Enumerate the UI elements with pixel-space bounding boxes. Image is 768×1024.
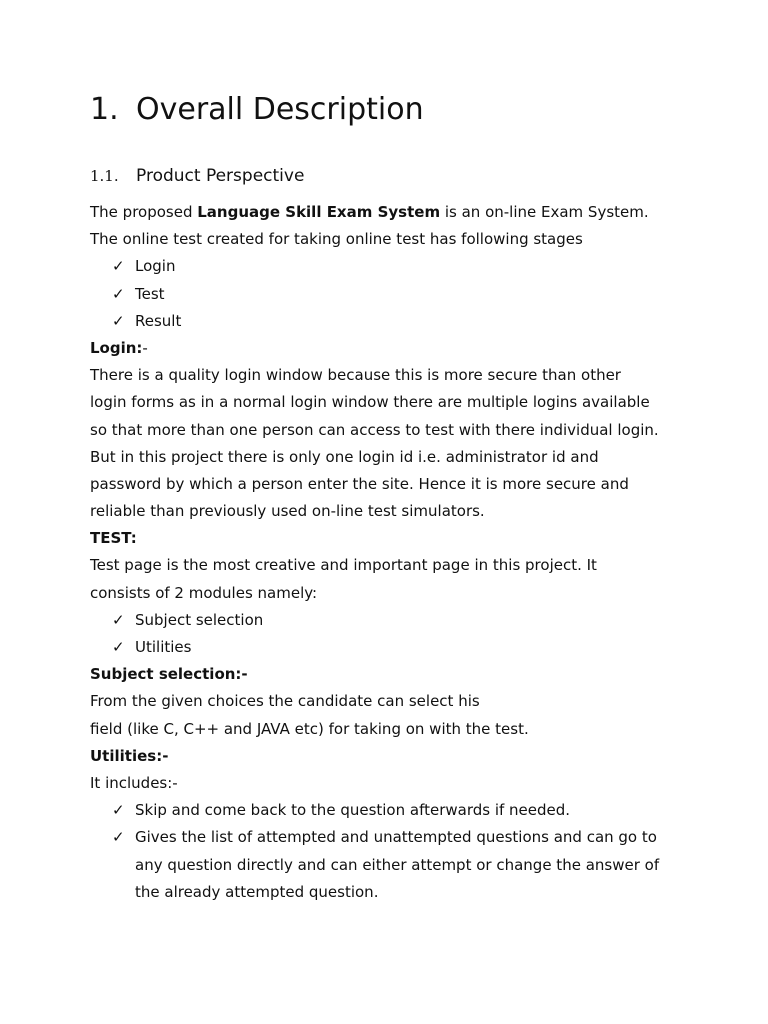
system-name: Language Skill Exam System: [197, 203, 441, 221]
checkmark-icon: ✓: [112, 638, 125, 656]
login-paragraph-line: password by which a person enter the site. Hence it is more secure and: [90, 474, 629, 493]
login-paragraph-line: There is a quality login window because this is more secure than other: [90, 366, 621, 385]
list-item-text: Result: [135, 311, 182, 330]
list-item-utility-question-list: [90, 824, 690, 851]
test-heading: TEST:: [90, 529, 137, 548]
section-title: Overall Description: [136, 92, 424, 127]
checkmark-icon: ✓: [112, 610, 125, 629]
list-item-utility-skip: [90, 797, 690, 824]
list-item-text: Utilities: [135, 638, 192, 656]
checkmark-icon: ✓: [112, 801, 125, 820]
subject-selection-paragraph-line: field (like C, C++ and JAVA etc) for taking on with the test.: [90, 719, 529, 738]
list-item-stage-login: [90, 253, 690, 280]
list-item-continuation: any question directly and can either attempt or change the answer of: [135, 855, 660, 874]
checkmark-icon: ✓: [112, 257, 125, 276]
list-item-stage-result: [90, 308, 690, 335]
document-body: [90, 199, 690, 906]
subsection-title: Product Perspective: [136, 166, 305, 186]
utilities-intro: It includes:-: [90, 773, 178, 792]
list-item-module-utilities: [90, 634, 690, 661]
checkmark-icon: ✓: [112, 311, 125, 330]
list-item-stage-test: [90, 281, 690, 308]
login-heading-label: Login:: [90, 338, 143, 357]
test-paragraph-line: consists of 2 modules namely:: [90, 583, 318, 602]
intro-paragraph-line-1: [90, 199, 690, 226]
checkmark-icon: ✓: [112, 284, 125, 303]
section-number: 1.: [90, 92, 119, 127]
utilities-heading: Utilities:-: [90, 746, 169, 765]
list-item-text: Login: [135, 257, 176, 276]
checkmark-icon: ✓: [112, 828, 125, 847]
list-item-text: Skip and come back to the question afterwards if needed.: [135, 801, 571, 820]
subject-selection-heading: Subject selection:-: [90, 665, 248, 684]
list-item-module-subject-selection: [90, 607, 690, 634]
login-paragraph-line: But in this project there is only one login id i.e. administrator id and: [90, 447, 599, 466]
login-paragraph-line: so that more than one person can access to test with there individual login.: [90, 420, 659, 439]
login-paragraph-line: login forms as in a normal login window there are multiple logins available: [90, 393, 650, 412]
intro-text-after: is an on-line Exam System.: [440, 203, 649, 221]
subject-selection-paragraph-line: From the given choices the candidate can select his: [90, 692, 480, 711]
section-heading: [90, 88, 424, 132]
test-paragraph-line: Test page is the most creative and important page in this project. It: [90, 556, 597, 575]
subsection-heading: [90, 164, 304, 188]
list-item-text: Test: [135, 284, 165, 303]
list-item-continuation: the already attempted question.: [135, 882, 379, 901]
intro-text-before: The proposed: [90, 203, 198, 221]
list-item-text: Gives the list of attempted and unattempted questions and can go to: [135, 828, 657, 847]
subsection-number: 1.1.: [90, 167, 119, 185]
login-heading-suffix: -: [142, 338, 148, 357]
login-heading: [90, 335, 690, 362]
intro-paragraph-line-2: The online test created for taking online test has following stages: [90, 230, 583, 249]
login-paragraph-line: reliable than previously used on-line test simulators.: [90, 502, 485, 521]
list-item-text: Subject selection: [135, 610, 264, 629]
